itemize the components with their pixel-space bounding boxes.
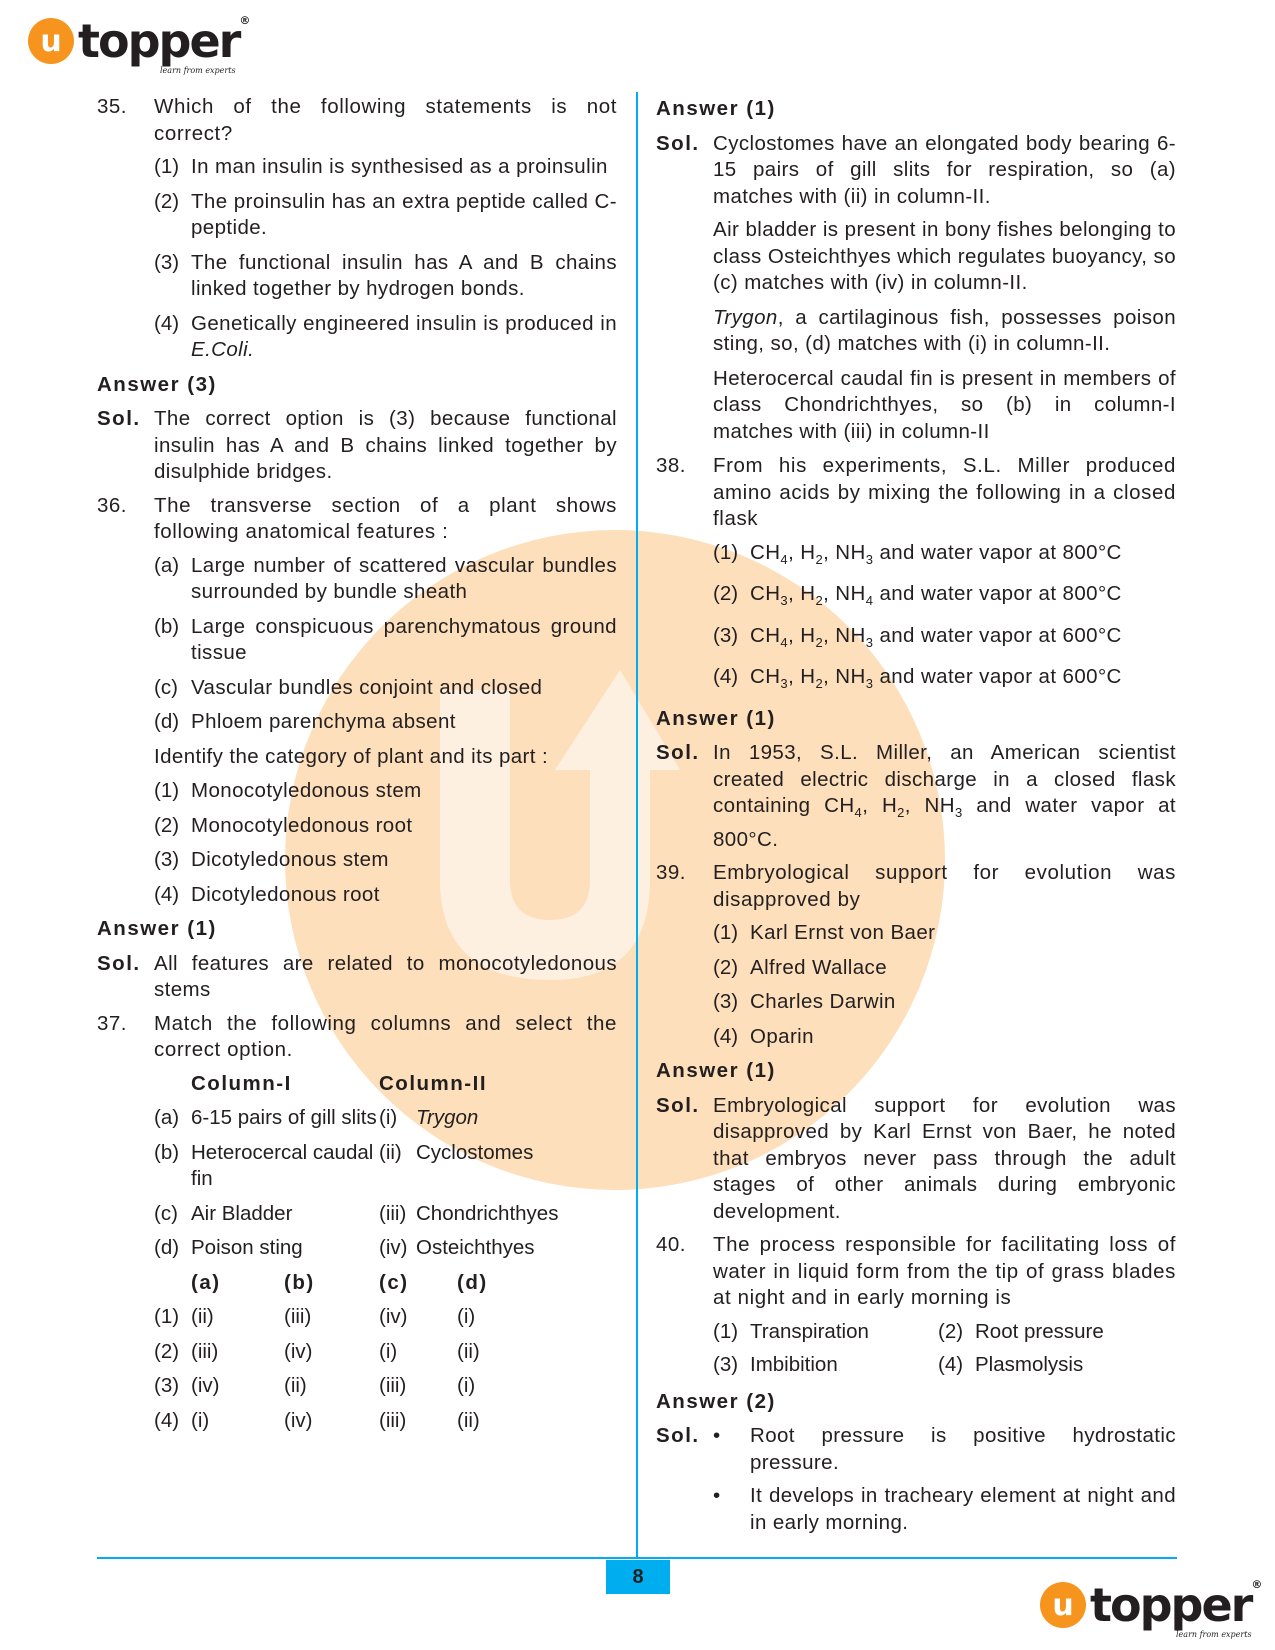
answer-label: Answer (1) <box>656 1059 776 1083</box>
solution: Sol. The correct option is (3) because functional insulin has A and B chains linked together by disulphide bridges. <box>97 407 617 483</box>
answer-grid-header: (a) (b) (c) (d) <box>191 1270 488 1294</box>
solution: Sol. All features are related to monocotyledonous stems <box>97 951 617 1001</box>
question-38 <box>656 453 1176 533</box>
solution-paragraph: Trygon, a cartilaginous fish, possesses poison sting, so, (d) matches with (i) in column-II. <box>713 305 1176 355</box>
option: (1) In man insulin is synthesised as a proinsulin <box>154 155 608 178</box>
answer-grid <box>154 1270 617 1435</box>
answer-grid-row: (1) (ii) (iii) (iv) (i) <box>154 1305 476 1328</box>
question-text: Match the following columns and select the correct option. <box>154 1011 617 1061</box>
option: (1) Monocotyledonous stem <box>154 779 422 802</box>
brand-tagline: learn from experts <box>1176 1630 1252 1639</box>
feature: (a) Large number of scattered vascular bundles surrounded by bundle sheath <box>154 553 617 603</box>
option: (4) Genetically engineered insulin is produced in E.Coli. <box>154 311 617 361</box>
option: (2) Root pressure <box>938 1319 1104 1343</box>
column-divider <box>636 92 638 1557</box>
footer-rule <box>97 1557 1177 1559</box>
solution: Sol. Embryological support for evolution was disapproved by Karl Ernst von Baer, he noted that embryos never pass through the adult stages of other animals during embryonic development. <box>656 1093 1176 1223</box>
option: (2) The proinsulin has an extra peptide called C-peptide. <box>154 189 617 239</box>
question-40 <box>656 1232 1176 1312</box>
brand-wordmark: topper® <box>1090 1578 1261 1632</box>
answer-grid-row: (4) (i) (iv) (iii) (ii) <box>154 1408 480 1432</box>
question-36-features <box>154 553 617 736</box>
option: (3) $CH_4$, $H_2$, $NH_3$ and water vapor at 600°C <box>713 623 1122 650</box>
solution-paragraph: Air bladder is present in bony fishes belonging to class Osteichthyes which regulates buoyancy, so (c) matches with (iv) in column-II. <box>713 218 1176 294</box>
question-prompt: Identify the category of plant and its part : <box>154 744 549 768</box>
options-row <box>713 1319 1176 1346</box>
question-text: Embryological support for evolution was disapproved by <box>713 861 1176 911</box>
feature: (d) Phloem parenchyma absent <box>154 710 456 733</box>
answer-grid-row: (2) (iii) (iv) (i) (ii) <box>154 1339 480 1363</box>
brand-u-icon: u <box>1040 1582 1086 1628</box>
question-text: From his experiments, S.L. Miller produced amino acids by mixing the following in a closed flask <box>713 454 1176 530</box>
question-number: 38. <box>656 454 686 477</box>
match-row: (d) Poison sting (iv) Osteichthyes <box>154 1236 535 1259</box>
match-column-headers: Column-I Column-II <box>191 1071 488 1095</box>
feature: (c) Vascular bundles conjoint and closed <box>154 675 543 699</box>
options-row <box>713 1352 1176 1379</box>
page-number: 8 <box>606 1560 670 1594</box>
answer-label: Answer (3) <box>97 372 217 396</box>
solution: Sol. In 1953, S.L. Miller, an American scientist created electric discharge in a closed flask containing $CH_4$, $H_2$, $NH_3$ and water vapor at 800°C. <box>656 741 1176 851</box>
question-36 <box>97 493 617 546</box>
question-number: 36. <box>97 493 127 517</box>
question-text: Which of the following statements is not correct? <box>154 95 617 145</box>
question-number: 35. <box>97 95 127 118</box>
answer-label: Answer (1) <box>656 97 776 120</box>
match-row: (a) 6-15 pairs of gill slits (i) Trygon <box>154 1106 479 1129</box>
bullet-icon: • <box>713 1424 721 1448</box>
brand-wordmark: topper® <box>78 14 249 68</box>
question-35-options <box>154 154 617 364</box>
match-row: (c) Air Bladder (iii) Chondrichthyes <box>154 1201 559 1225</box>
right-column <box>656 94 1176 1544</box>
question-number: 39. <box>656 861 686 885</box>
solution-bullet: • It develops in tracheary element at night and in early morning. <box>713 1483 1176 1536</box>
question-39-options <box>713 920 1176 1050</box>
option: (3) Dicotyledonous stem <box>154 848 389 871</box>
answer-label: Answer (2) <box>656 1389 776 1413</box>
question-37 <box>97 1011 617 1064</box>
option: (4) Oparin <box>713 1024 814 1048</box>
option: (2) Monocotyledonous root <box>154 813 413 837</box>
brand-u-icon: u <box>28 18 74 64</box>
option: (1) Transpiration <box>713 1319 869 1343</box>
match-row: (b) Heterocercal caudal fin (ii) Cyclostomes <box>154 1140 534 1190</box>
option: (1) Karl Ernst von Baer <box>713 921 936 945</box>
question-36-options <box>154 778 617 908</box>
option: (4) Dicotyledonous root <box>154 882 380 906</box>
question-39 <box>656 860 1176 913</box>
question-number: 40. <box>656 1233 686 1257</box>
solution: Sol. • Root pressure is positive hydrostatic pressure. <box>656 1423 1176 1476</box>
brand-logo-bottom <box>1040 1578 1261 1639</box>
question-35 <box>97 94 617 147</box>
feature: (b) Large conspicuous parenchymatous ground tissue <box>154 614 617 664</box>
question-number: 37. <box>97 1011 127 1035</box>
question-text: The transverse section of a plant shows following anatomical features : <box>154 493 617 543</box>
answer-label: Answer (1) <box>656 706 776 730</box>
solution-paragraph: Heterocercal caudal fin is present in members of class Chondrichthyes, so (b) in column-I matches with (iii) in column-II <box>713 366 1176 443</box>
bullet-icon: • <box>713 1484 721 1508</box>
answer-label: Answer (1) <box>97 917 217 940</box>
question-38-options <box>713 540 1176 698</box>
option: (2) $CH_3$, $H_2$, $NH_4$ and water vapor at 800°C <box>713 582 1122 609</box>
option: (3) The functional insulin has A and B chains linked together by hydrogen bonds. <box>154 250 617 300</box>
option: (4) Plasmolysis <box>938 1353 1084 1377</box>
option: (3) Imbibition <box>713 1353 838 1377</box>
option: (4) $CH_3$, $H_2$, $NH_3$ and water vapor at 600°C <box>713 665 1122 692</box>
option: (1) $CH_4$, $H_2$, $NH_3$ and water vapor at 800°C <box>713 540 1122 567</box>
question-text: The process responsible for facilitating loss of water in liquid form from the tip of grass blades at night and in early morning is <box>713 1233 1176 1310</box>
brand-tagline: learn from experts <box>160 66 236 75</box>
brand-logo-top <box>28 14 249 75</box>
option: (3) Charles Darwin <box>713 990 896 1014</box>
left-column <box>97 94 617 1442</box>
option: (2) Alfred Wallace <box>713 955 887 979</box>
solution: Sol. Cyclostomes have an elongated body bearing 6-15 pairs of gill slits for respiration, so (a) matches with (ii) in column-II. <box>656 131 1176 208</box>
answer-grid-row: (3) (iv) (ii) (iii) (i) <box>154 1374 476 1397</box>
